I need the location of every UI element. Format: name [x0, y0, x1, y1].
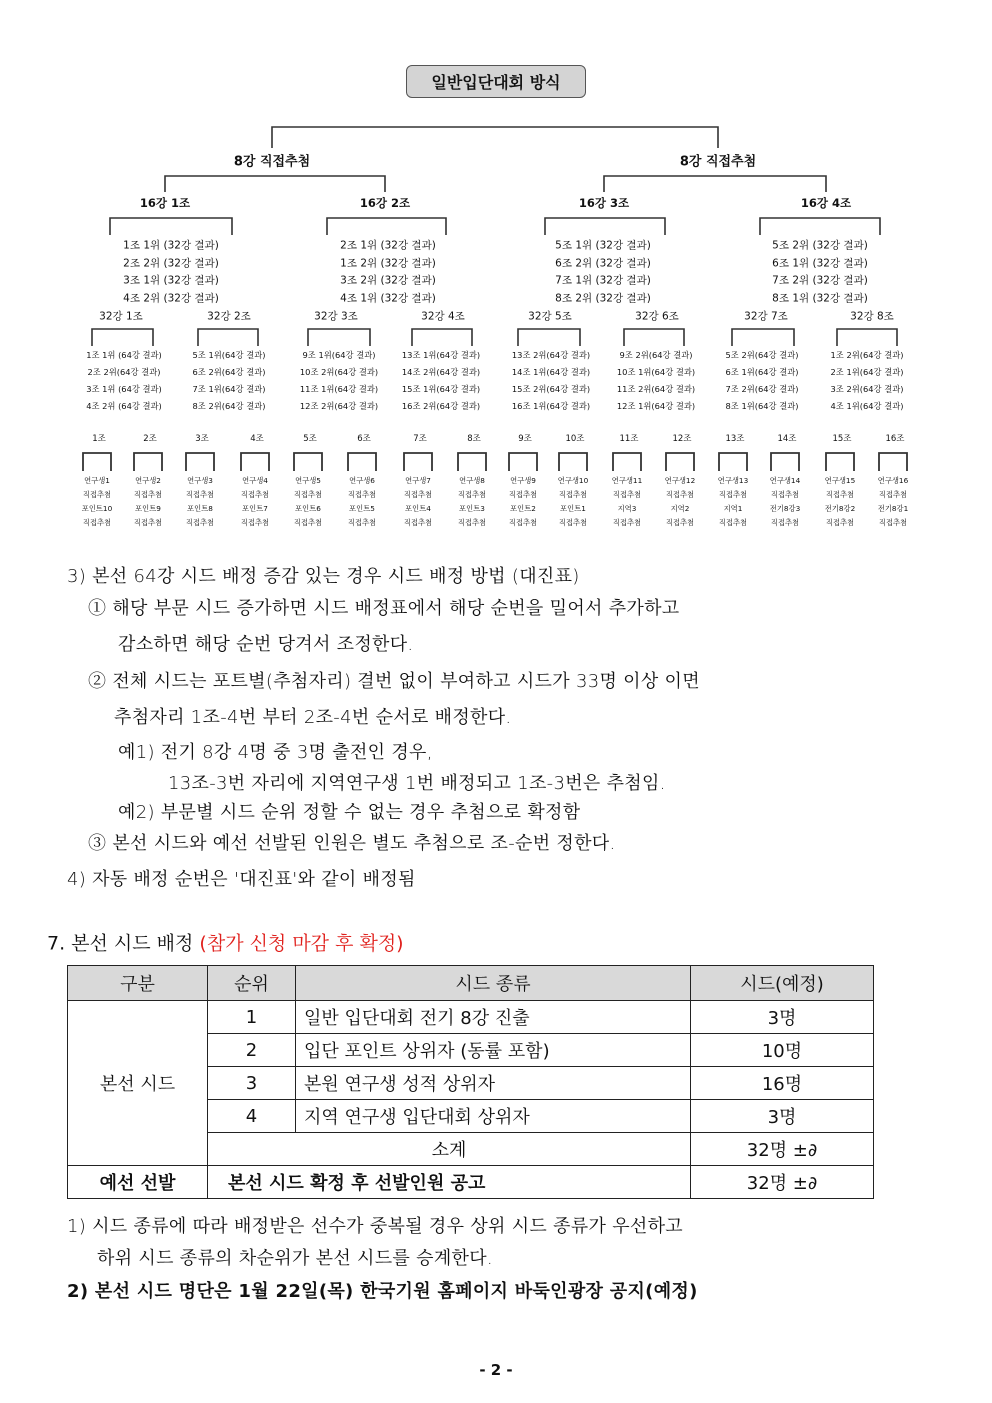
round64-slot: 연구생8 [459, 476, 485, 485]
round32-label: 32강 4조 [421, 310, 465, 323]
type-cell: 본원 연구생 성적 상위자 [296, 1067, 691, 1100]
round16-slot: 3조 2위 (32강 결과) [340, 274, 436, 287]
type-cell: 일반 입단대회 전기 8강 진출 [296, 1001, 691, 1034]
subtotal-value: 32명 ±∂ [691, 1133, 874, 1166]
round64-slot: 직접추첨 [82, 518, 112, 527]
round64-label: 5조 [303, 434, 317, 444]
round32-slot: 12조 2위(64강 결과) [299, 401, 379, 411]
round32-slot: 5조 2위(64강 결과) [725, 350, 799, 360]
bracket-connector [348, 453, 376, 471]
subtotal-label: 소계 [208, 1133, 691, 1166]
round64-label: 14조 [777, 434, 797, 444]
round64-slot: 직접추첨 [665, 518, 695, 527]
round64-slot: 직접추첨 [403, 490, 433, 499]
round64-slot: 연구생16 [877, 476, 909, 485]
header-category: 구분 [68, 966, 208, 1001]
round64-slot: 포인트10 [81, 504, 113, 513]
round32-label: 32강 1조 [99, 310, 143, 323]
round64-slot: 직접추첨 [133, 490, 163, 499]
round64-label: 2조 [143, 434, 157, 444]
bracket-connector [412, 329, 472, 346]
round64-slot: 연구생9 [510, 476, 536, 485]
round64-label: 13조 [725, 434, 745, 444]
round64-slot: 연구생7 [405, 476, 431, 485]
document-title: 일반입단대회 방식 [406, 65, 586, 98]
bracket-connector [83, 453, 111, 471]
section-title: 7. 본선 시드 배정 [47, 932, 194, 955]
round32-slot: 7조 1위(64강 결과) [192, 384, 266, 394]
bracket-connector [327, 218, 446, 235]
round32-slot: 2조 1위(64강 결과) [830, 367, 904, 377]
round16-label: 16강 4조 [800, 196, 852, 210]
round64-slot: 연구생3 [187, 476, 213, 485]
bracket-connector [509, 453, 537, 471]
bracket-connector [186, 453, 214, 471]
round32-slot: 5조 1위(64강 결과) [192, 350, 266, 360]
round64-slot: 포인트1 [560, 504, 586, 513]
round64-slot: 연구생11 [611, 476, 643, 485]
bracket-connector [826, 453, 854, 471]
round32-slot: 8조 2위(64강 결과) [192, 401, 266, 411]
bracket-connector [624, 329, 684, 346]
prelim-desc: 본선 시드 확정 후 선발인원 공고 [208, 1166, 691, 1199]
round64-slot: 연구생12 [664, 476, 696, 485]
round64-slot: 포인트9 [135, 504, 161, 513]
round64-label: 6조 [357, 434, 371, 444]
round32-slot: 15조 1위(64강 결과) [401, 384, 481, 394]
round32-slot: 10조 1위(64강 결과) [616, 367, 696, 377]
round32-slot: 4조 2위 (64강 결과) [86, 401, 162, 411]
rule-line: 13조-3번 자리에 지역연구생 1번 배정되고 1조-3번은 추첨임. [168, 773, 666, 794]
bracket-connector [771, 453, 799, 471]
round64-slot: 전기8강2 [824, 504, 856, 513]
bracket-connector [458, 453, 486, 471]
round32-slot: 4조 1위(64강 결과) [830, 401, 904, 411]
table-header-row [68, 966, 874, 1001]
round64-slot: 포인트8 [187, 504, 213, 513]
round64-slot: 연구생2 [135, 476, 161, 485]
round16-slot: 3조 1위 (32강 결과) [123, 274, 219, 287]
bracket-connector [404, 453, 432, 471]
round64-slot: 직접추첨 [185, 518, 215, 527]
bracket-connector [545, 218, 665, 235]
round32-slot: 1조 1위 (64강 결과) [86, 350, 162, 360]
round16-slot: 7조 1위 (32강 결과) [555, 274, 651, 287]
round32-slot: 14조 2위(64강 결과) [401, 367, 481, 377]
round64-label: 4조 [250, 434, 264, 444]
round64-slot: 연구생1 [84, 476, 110, 485]
round16-slot: 5조 1위 (32강 결과) [555, 239, 651, 252]
round64-slot: 연구생4 [242, 476, 268, 485]
round64-slot: 연구생5 [295, 476, 321, 485]
round64-slot: 포인트7 [242, 504, 268, 513]
section-note: (참가 신청 마감 후 확정) [199, 932, 404, 955]
bracket-connector [879, 453, 907, 471]
round32-label: 32강 5조 [528, 310, 572, 323]
header-rank: 순위 [208, 966, 296, 1001]
bracket-connector [308, 329, 370, 346]
round64-slot: 직접추첨 [878, 518, 908, 527]
header-seed-count: 시드(예정) [691, 966, 874, 1001]
round16-slot: 4조 2위 (32강 결과) [123, 292, 219, 305]
round64-slot: 연구생10 [557, 476, 589, 485]
round64-label: 16조 [885, 434, 905, 444]
round16-slot: 4조 1위 (32강 결과) [340, 292, 436, 305]
prelim-count: 32명 ±∂ [691, 1166, 874, 1199]
round32-slot: 3조 2위(64강 결과) [830, 384, 904, 394]
note-1: 1) 시드 종류에 따라 배정받은 선수가 중복될 경우 상위 시드 종류가 우선하고 [67, 1216, 683, 1237]
count-cell: 3명 [691, 1100, 874, 1133]
round32-slot: 15조 2위(64강 결과) [511, 384, 591, 394]
round64-slot: 직접추첨 [347, 518, 377, 527]
round16-label: 16강 2조 [359, 196, 411, 210]
round32-slot: 3조 1위 (64강 결과) [86, 384, 162, 394]
round64-slot: 연구생14 [769, 476, 801, 485]
round64-label: 11조 [619, 434, 639, 444]
round32-slot: 14조 1위(64강 결과) [511, 367, 591, 377]
round32-slot: 16조 2위(64강 결과) [401, 401, 481, 411]
round64-slot: 직접추첨 [347, 490, 377, 499]
round16-slot: 2조 2위 (32강 결과) [123, 257, 219, 270]
rule-line: ① 해당 부문 시드 증가하면 시드 배정표에서 해당 순번을 밀어서 추가하고 [88, 598, 680, 619]
page-number: - 2 - [479, 1361, 513, 1379]
round64-slot: 직접추첨 [612, 490, 642, 499]
bracket-connector [272, 127, 718, 148]
rank-cell: 4 [208, 1100, 296, 1133]
round64-label: 12조 [672, 434, 692, 444]
round64-slot: 직접추첨 [558, 490, 588, 499]
round64-slot: 직접추첨 [457, 518, 487, 527]
round64-slot: 직접추첨 [457, 490, 487, 499]
round32-slot: 10조 2위(64강 결과) [299, 367, 379, 377]
rule-line: 추첨자리 1조-4번 부터 2조-4번 순서로 배정한다. [114, 707, 512, 728]
round64-slot: 직접추첨 [825, 490, 855, 499]
round32-label: 32강 3조 [314, 310, 358, 323]
round64-slot: 직접추첨 [558, 518, 588, 527]
round64-slot: 직접추첨 [508, 518, 538, 527]
round64-slot: 직접추첨 [770, 490, 800, 499]
round64-slot: 연구생6 [349, 476, 375, 485]
type-cell: 입단 포인트 상위자 (동률 포함) [296, 1034, 691, 1067]
round32-label: 32강 8조 [850, 310, 894, 323]
bracket-connector [666, 453, 694, 471]
bracket-connector [110, 218, 232, 235]
bracket-connector [198, 329, 258, 346]
round64-slot: 포인트6 [295, 504, 321, 513]
rank-cell: 3 [208, 1067, 296, 1100]
round64-slot: 직접추첨 [185, 490, 215, 499]
bracket-connector [134, 453, 162, 471]
rule-line: 예2) 부문별 시드 순위 정할 수 없는 경우 추첨으로 확정함 [118, 802, 581, 823]
round64-slot: 직접추첨 [878, 490, 908, 499]
round64-slot: 직접추첨 [825, 518, 855, 527]
round64-slot: 직접추첨 [82, 490, 112, 499]
round32-slot: 6조 1위(64강 결과) [725, 367, 799, 377]
round64-slot: 직접추첨 [293, 518, 323, 527]
round16-slot: 1조 1위 (32강 결과) [123, 239, 219, 252]
bracket-connector [837, 329, 897, 346]
round64-slot: 연구생13 [717, 476, 749, 485]
rule-line: 예1) 전기 8강 4명 중 3명 출전인 경우, [118, 742, 433, 763]
bracket-connector [604, 176, 826, 192]
round32-label: 32강 7조 [744, 310, 788, 323]
note-2: 2) 본선 시드 명단은 1월 22일(목) 한국기원 홈페이지 바둑인광장 공지(예정) [67, 1281, 698, 1302]
rule-line: 4) 자동 배정 순번은 '대진표'와 같이 배정됨 [67, 869, 416, 890]
rule-line: 감소하면 해당 순번 당겨서 조정한다. [118, 634, 414, 655]
round64-label: 7조 [413, 434, 427, 444]
type-cell: 지역 연구생 입단대회 상위자 [296, 1100, 691, 1133]
count-cell: 3명 [691, 1001, 874, 1034]
prelim-label: 예선 선발 [68, 1166, 208, 1199]
round8-label: 8강 직접추첨 [679, 154, 757, 170]
round64-label: 1조 [92, 434, 106, 444]
round32-slot: 13조 1위(64강 결과) [401, 350, 481, 360]
round16-slot: 2조 1위 (32강 결과) [340, 239, 436, 252]
round32-slot: 11조 1위(64강 결과) [299, 384, 379, 394]
round64-label: 9조 [518, 434, 532, 444]
round16-slot: 6조 1위 (32강 결과) [772, 257, 868, 270]
round32-slot: 12조 1위(64강 결과) [616, 401, 696, 411]
round64-slot: 직접추첨 [718, 518, 748, 527]
rule-line: 3) 본선 64강 시드 배정 증감 있는 경우 시드 배정 방법 (대진표) [67, 566, 580, 587]
round32-slot: 9조 1위(64강 결과) [302, 350, 376, 360]
round64-label: 10조 [565, 434, 585, 444]
round64-slot: 연구생15 [824, 476, 856, 485]
rule-line: ② 전체 시드는 포트별(추첨자리) 결번 없이 부여하고 시드가 33명 이상 이면 [88, 671, 700, 692]
bracket-connector [294, 453, 322, 471]
round16-slot: 8조 1위 (32강 결과) [772, 292, 868, 305]
bracket-connector [719, 453, 747, 471]
rank-cell: 2 [208, 1034, 296, 1067]
round32-slot: 16조 1위(64강 결과) [511, 401, 591, 411]
group-main-seed: 본선 시드 [68, 1001, 208, 1166]
round64-slot: 지역3 [617, 504, 637, 513]
round64-label: 15조 [832, 434, 852, 444]
round32-slot: 13조 2위(64강 결과) [511, 350, 591, 360]
round64-slot: 직접추첨 [770, 518, 800, 527]
round32-slot: 6조 2위(64강 결과) [192, 367, 266, 377]
round32-label: 32강 6조 [635, 310, 679, 323]
bracket-connector [518, 329, 580, 346]
round16-label: 16강 3조 [578, 196, 630, 210]
rule-line: ③ 본선 시드와 예선 선발된 인원은 별도 추첨으로 조-순번 정한다. [88, 833, 616, 854]
section-heading [47, 929, 404, 956]
count-cell: 10명 [691, 1034, 874, 1067]
round32-slot: 7조 2위(64강 결과) [725, 384, 799, 394]
bracket-connector [241, 453, 269, 471]
bracket-connector [732, 329, 794, 346]
seed-table [67, 965, 874, 1199]
round64-slot: 직접추첨 [718, 490, 748, 499]
round64-slot: 직접추첨 [508, 490, 538, 499]
round16-slot: 7조 2위 (32강 결과) [772, 274, 868, 287]
round64-slot: 포인트2 [510, 504, 536, 513]
bracket-connector [165, 176, 385, 192]
round64-slot: 지역2 [670, 504, 690, 513]
round64-slot: 직접추첨 [403, 518, 433, 527]
round64-label: 8조 [467, 434, 481, 444]
bracket-connector [92, 329, 153, 346]
round16-slot: 1조 2위 (32강 결과) [340, 257, 436, 270]
round64-slot: 포인트3 [459, 504, 485, 513]
round32-slot: 8조 1위(64강 결과) [725, 401, 799, 411]
round64-slot: 포인트5 [349, 504, 375, 513]
bracket-connector [760, 218, 880, 235]
round8-label: 8강 직접추첨 [233, 154, 311, 170]
round64-label: 3조 [195, 434, 209, 444]
prelim-row [68, 1166, 874, 1199]
round16-label: 16강 1조 [139, 196, 191, 210]
round64-slot: 직접추첨 [293, 490, 323, 499]
round16-slot: 5조 2위 (32강 결과) [772, 239, 868, 252]
round64-slot: 전기8강1 [877, 504, 909, 513]
bracket-connector [559, 453, 587, 471]
round32-slot: 11조 2위(64강 결과) [616, 384, 696, 394]
round32-slot: 9조 2위(64강 결과) [619, 350, 693, 360]
table-row [68, 1001, 874, 1034]
round16-slot: 6조 2위 (32강 결과) [555, 257, 651, 270]
round64-slot: 지역1 [723, 504, 743, 513]
round64-slot: 직접추첨 [240, 518, 270, 527]
round32-slot: 2조 2위(64강 결과) [87, 367, 161, 377]
round64-slot: 직접추첨 [665, 490, 695, 499]
round64-slot: 전기8강3 [769, 504, 801, 513]
bracket-connector [613, 453, 641, 471]
round32-label: 32강 2조 [207, 310, 251, 323]
round32-slot: 1조 2위(64강 결과) [830, 350, 904, 360]
round64-slot: 직접추첨 [240, 490, 270, 499]
header-seed-type: 시드 종류 [296, 966, 691, 1001]
count-cell: 16명 [691, 1067, 874, 1100]
round64-slot: 직접추첨 [133, 518, 163, 527]
round64-slot: 포인트4 [405, 504, 431, 513]
round64-slot: 직접추첨 [612, 518, 642, 527]
rank-cell: 1 [208, 1001, 296, 1034]
note-1-cont: 하위 시드 종류의 차순위가 본선 시드를 승계한다. [97, 1248, 493, 1269]
round16-slot: 8조 2위 (32강 결과) [555, 292, 651, 305]
